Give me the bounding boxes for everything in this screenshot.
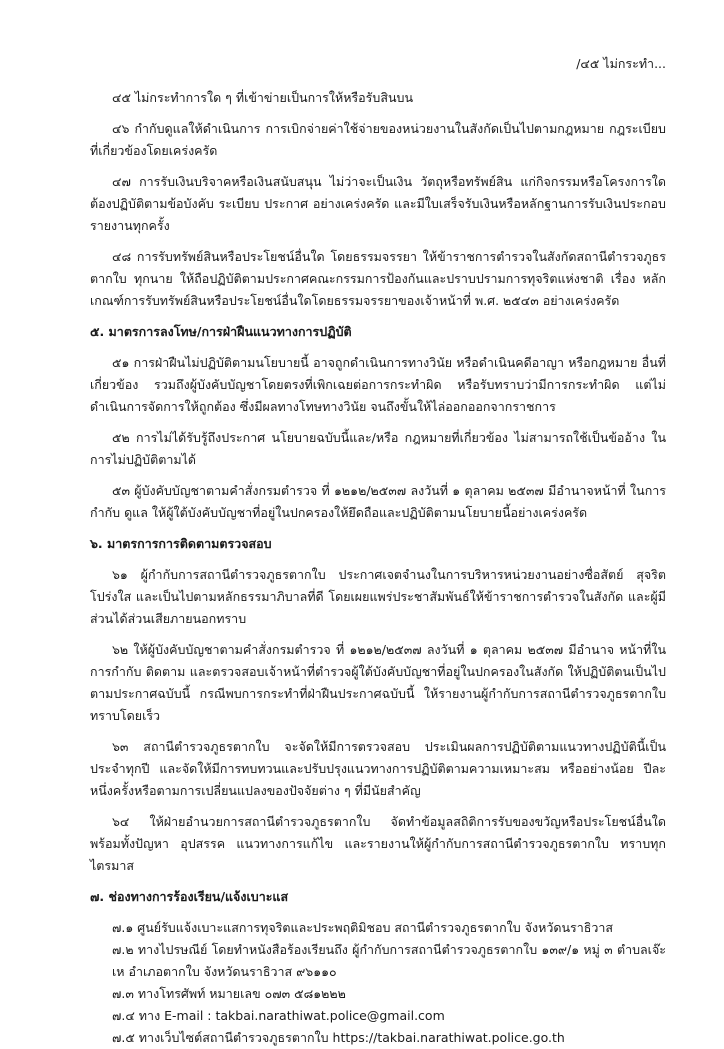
page-continuation-ref: /๔๕ ไม่กระทำ...: [576, 56, 666, 71]
channel-item-center: ๗.๑ ศูนย์รับแจ้งเบาะแสการทุจริตและประพฤติมิชอบ สถานีตำรวจภูธรตากใบ จังหวัดนราธิวาส: [112, 920, 614, 935]
channel-item-email: ๗.๔ ทาง E-mail : takbai.narathiwat.police@gmail.com: [112, 1008, 445, 1023]
channel-item-phone: ๗.๓ ทางโทรศัพท์ หมายเลข ๐๗๓ ๕๘๑๒๒๒: [112, 986, 346, 1001]
clause-61: ๖๑ ผู้กำกับการสถานีตำรวจภูธรตากใบ ประกาศเจตจำนงในการบริหารหน่วยงานอย่างซื่อสัตย์ สุจริต โปร่งใส และเป็นไปตามหลักธรรมาภิบาลที่ดี โดยเผยแพร่ประชาสัมพันธ์ให้ข้าราชการตำรวจในสังกัด และผู้มีส่วนได้ส่วนเสียภายนอกทราบ: [90, 567, 666, 626]
section-5-title: ๕. มาตรการลงโทษ/การฝ่าฝืนแนวทางการปฏิบัติ: [90, 324, 352, 339]
clause-64: ๖๔ ให้ฝ่ายอำนวยการสถานีตำรวจภูธรตากใบ จัดทำข้อมูลสถิติการรับของขวัญหรือประโยชน์อื่นใด พร้อมทั้งปัญหา อุปสรรค แนวทางการแก้ไข และรายงานให้ผู้กำกับการสถานีตำรวจภูธรตากใบ ทราบทุกไตรมาส: [90, 814, 666, 873]
clause-48: ๔๘ การรับทรัพย์สินหรือประโยชน์อื่นใด โดยธรรมจรรยา ให้ข้าราชการตำรวจในสังกัดสถานีตำรวจภูธรตากใบ ทุกนาย ให้ถือปฏิบัติตามประกาศคณะกรรมการป้องกันและปราบปรามการทุจริตแห่งชาติ เรื่อง หลักเกณฑ์การรับทรัพย์สินหรือประโยชน์อื่นใดโดยธรรมจรรยาของเจ้าหน้าที่ พ.ศ. ๒๕๔๓ อย่างเคร่งครัด: [90, 249, 666, 308]
clause-45: ๔๕ ไม่กระทำการใด ๆ ที่เข้าข่ายเป็นการให้หรือรับสินบน: [112, 90, 413, 105]
clause-63: ๖๓ สถานีตำรวจภูธรตากใบ จะจัดให้มีการตรวจสอบ ประเมินผลการปฏิบัติตามแนวทางปฏิบัตินี้เป็นประจำทุกปี และจัดให้มีการทบทวนและปรับปรุงแนวทางการปฏิบัติตามความเหมาะสม หรืออย่างน้อย ปีละหนึ่งครั้งหรือตามการเปลี่ยนแปลงของปัจจัยต่าง ๆ ที่มีนัยสำคัญ: [90, 739, 666, 798]
channel-item-post: ๗.๒ ทางไปรษณีย์ โดยทำหนังสือร้องเรียนถึง ผู้กำกับการสถานีตำรวจภูธรตากใบ ๑๓๙/๑ หมู่ ๓ ตำบลเจ๊ะเห อำเภอตากใบ จังหวัดนราธิวาส ๙๖๑๑๐: [112, 942, 666, 979]
clause-51: ๕๑ การฝ่าฝืนไม่ปฏิบัติตามนโยบายนี้ อาจถูกดำเนินการทางวินัย หรือดำเนินคดีอาญา หรือกฎหมาย อื่นที่เกี่ยวข้อง รวมถึงผู้บังคับบัญชาโดยตรงที่เพิกเฉยต่อการกระทำผิด หรือรับทราบว่ามีการกระทำผิด แต่ไม่ดำเนินการจัดการให้ถูกต้อง ซึ่งมีผลทางโทษทางวินัย จนถึงขั้นให้ไล่ออกออกจากราชการ: [90, 355, 666, 414]
complaint-channel-list: [90, 917, 666, 1049]
clause-62: ๖๒ ให้ผู้บังคับบัญชาตามคำสั่งกรมตำรวจ ที่ ๑๒๑๒/๒๕๓๗ ลงวันที่ ๑ ตุลาคม ๒๕๓๗ มีอำนาจ หน้าที่ในการกำกับ ติดตาม และตรวจสอบเจ้าหน้าที่ตำรวจผู้ใต้บังคับบัญชาที่อยู่ในปกครองในสังกัด ให้ปฏิบัติตนเป็นไปตามประกาศฉบับนี้ กรณีพบการกระทำที่ฝ่าฝืนประกาศฉบับนี้ ให้รายงานผู้กำกับการสถานีตำรวจภูธรตากใบทราบโดยเร็ว: [90, 642, 666, 723]
section-7-title: ๗. ช่องทางการร้องเรียน/แจ้งเบาะแส: [90, 889, 289, 904]
clause-52: ๕๒ การไม่ได้รับรู้ถึงประกาศ นโยบายฉบับนี้และ/หรือ กฎหมายที่เกี่ยวข้อง ไม่สามารถใช้เป็นข้ออ้าง ในการไม่ปฏิบัติตามได้: [90, 430, 666, 467]
channel-item-website: ๗.๕ ทางเว็บไซต์สถานีตำรวจภูธรตากใบ https://takbai.narathiwat.police.go.th: [112, 1030, 565, 1045]
clause-46: ๔๖ กำกับดูแลให้ดำเนินการ การเบิกจ่ายค่าใช้จ่ายของหน่วยงานในสังกัดเป็นไปตามกฎหมาย กฎระเบียบที่เกี่ยวข้องโดยเคร่งครัด: [90, 121, 666, 158]
section-6-title: ๖. มาตรการการติดตามตรวจสอบ: [90, 536, 272, 551]
clause-47: ๔๗ การรับเงินบริจาคหรือเงินสนับสนุน ไม่ว่าจะเป็นเงิน วัตถุหรือทรัพย์สิน แก่กิจกรรมหรือโครงการใดต้องปฏิบัติตามข้อบังคับ ระเบียบ ประกาศ อย่างเคร่งครัด และมีใบเสร็จรับเงินหรือหลักฐานการรับเงินประกอบรายงานทุกครั้ง: [90, 174, 666, 233]
clause-53: ๕๓ ผู้บังคับบัญชาตามคำสั่งกรมตำรวจ ที่ ๑๒๑๒/๒๕๓๗ ลงวันที่ ๑ ตุลาคม ๒๕๓๗ มีอำนาจหน้าที่ ในการกำกับ ดูแล ให้ผู้ใต้บังคับบัญชาที่อยู่ในปกครองให้ยึดถือและปฏิบัติตามนโยบายนี้อย่างเคร่งครัด: [90, 483, 666, 520]
